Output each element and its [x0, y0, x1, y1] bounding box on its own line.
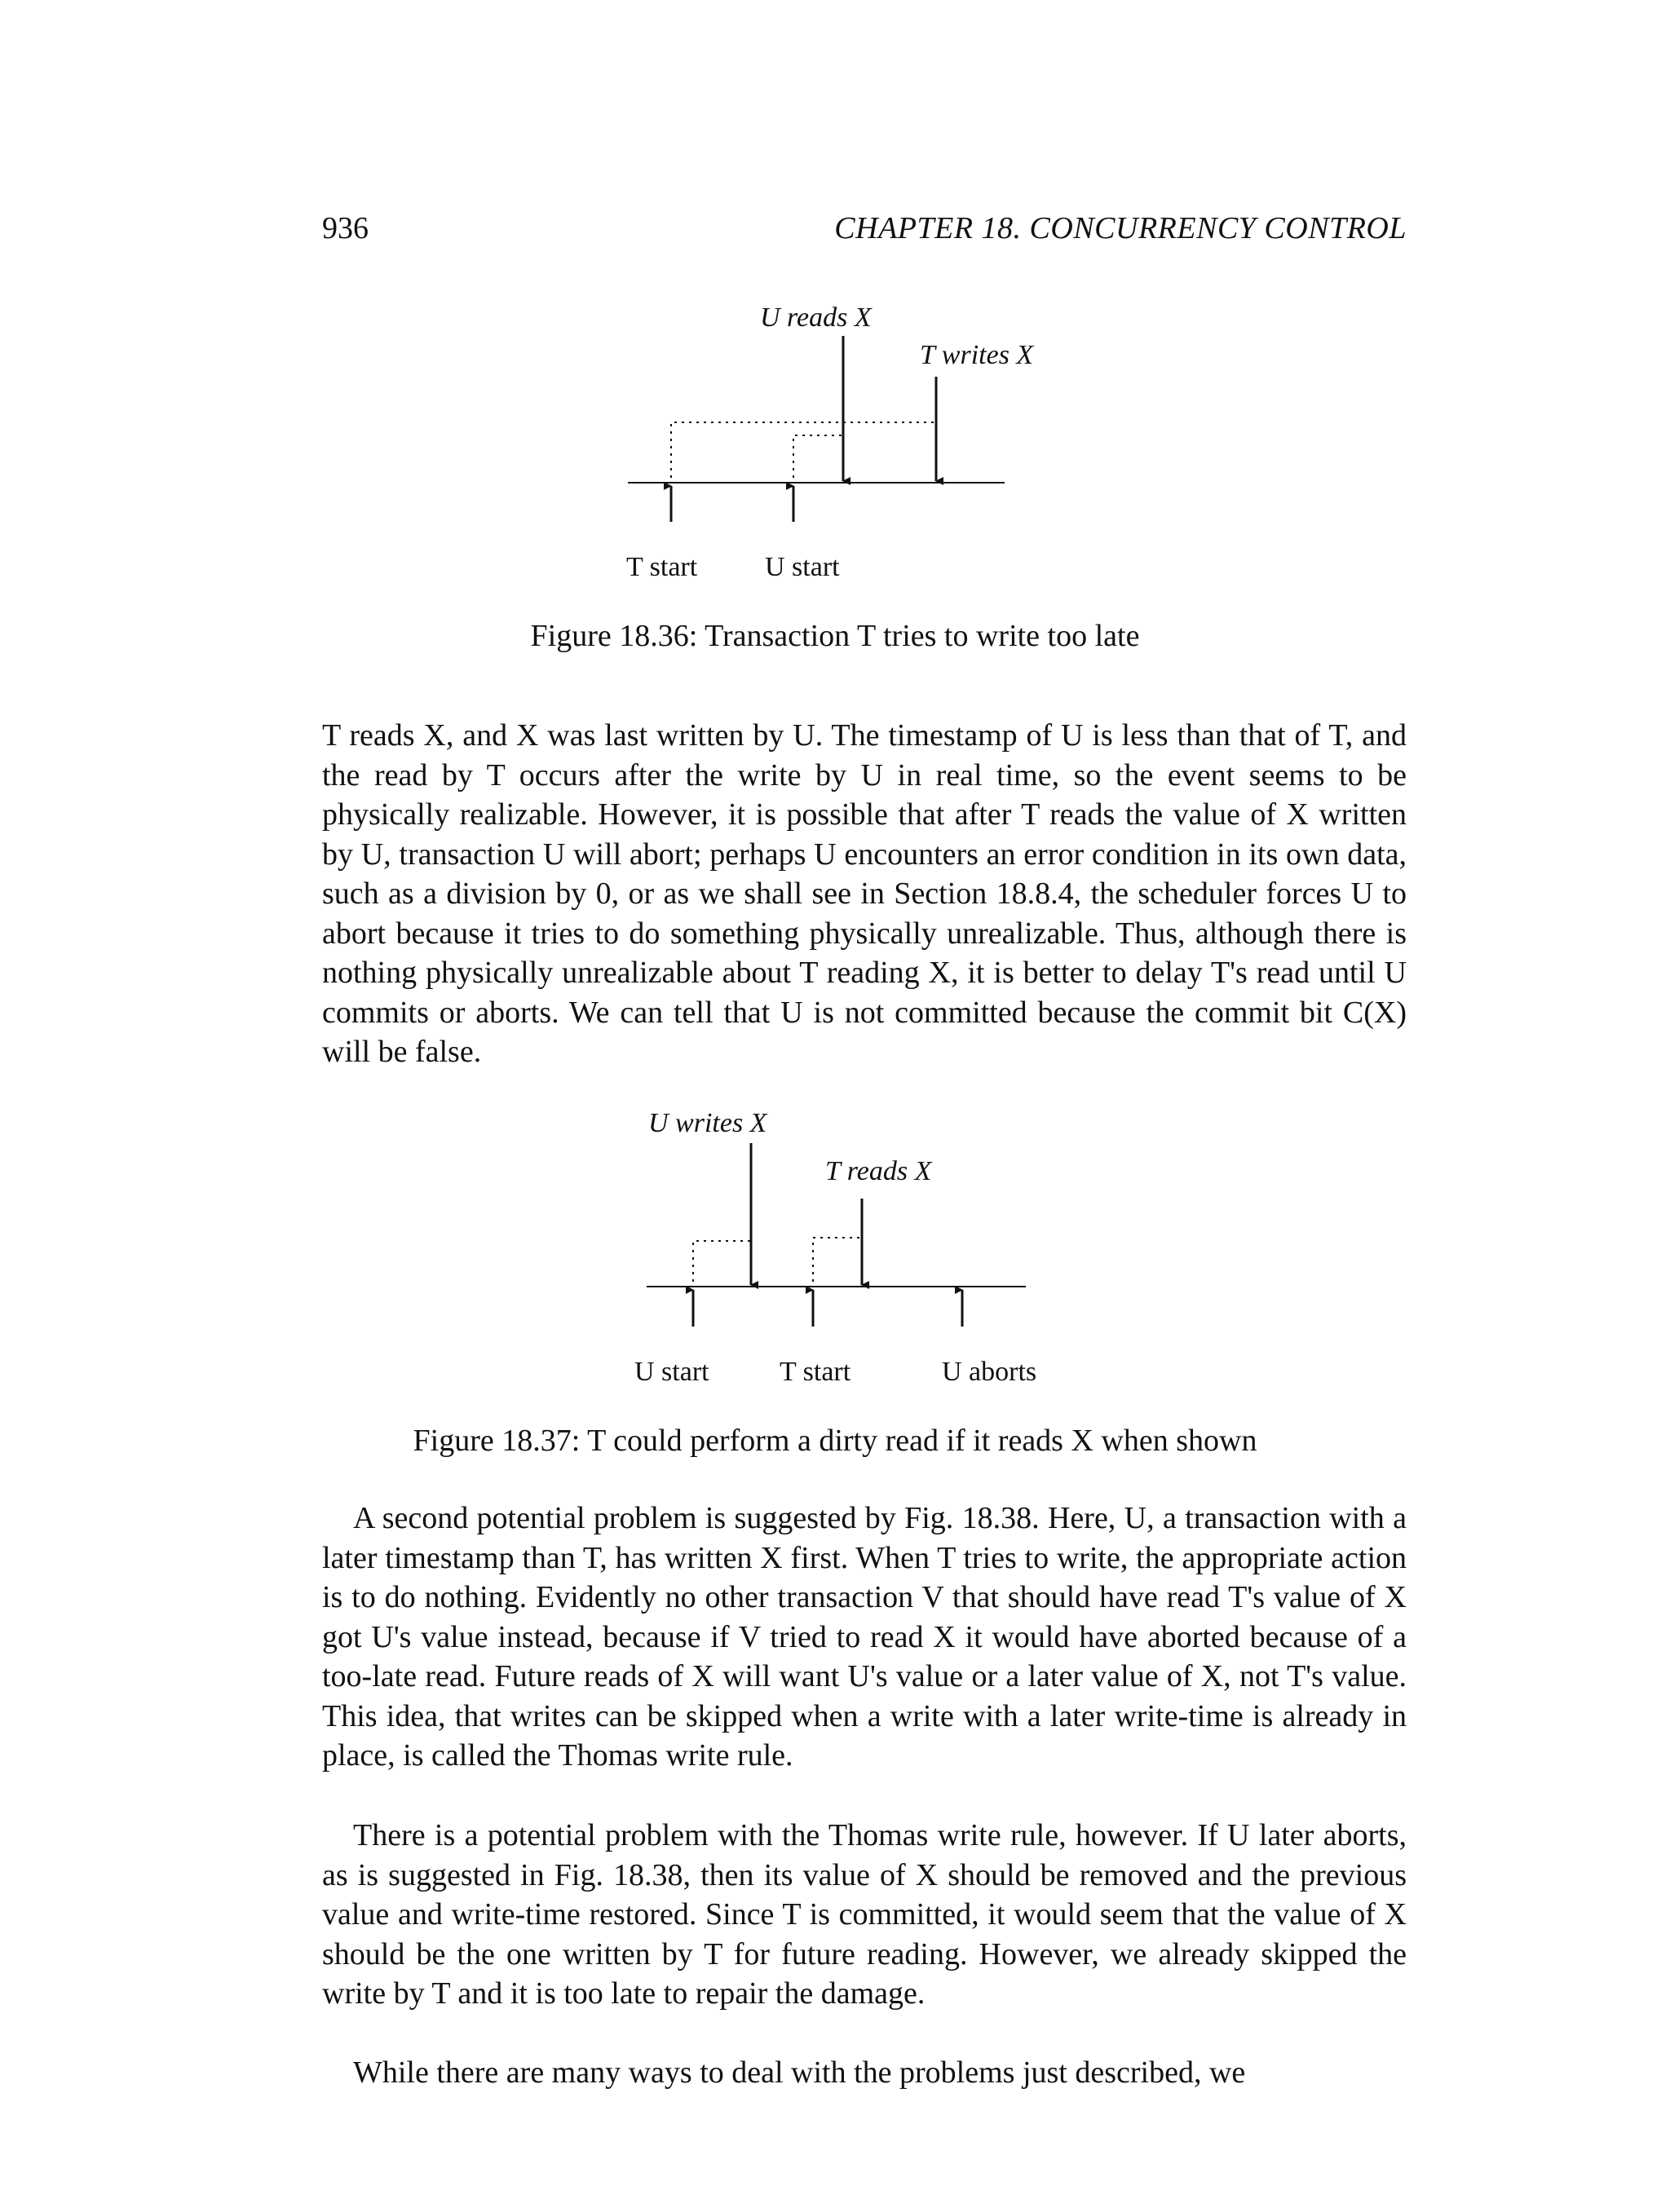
- u-reads-label: U reads X: [760, 302, 872, 333]
- t-start-label: T start: [626, 552, 698, 582]
- page-number: 936: [322, 211, 369, 245]
- u-start-label: U start: [765, 552, 840, 582]
- figure-18-37-caption: Figure 18.37: T could perform a dirty read if it reads X when shown: [413, 1424, 1257, 1458]
- paragraph-4: While there are many ways to deal with the problems just described, we: [353, 2055, 1246, 2090]
- chapter-title: CHAPTER 18. CONCURRENCY CONTROL: [834, 211, 1407, 245]
- t-start-label-2: T start: [780, 1357, 851, 1387]
- paragraph-2: A second potential problem is suggested by Fig. 18.38. Here, U, a transaction with a later timestamp than T, has written X first. When T tries to write, the appropriate action is to do nothing. Evidently no other transaction V that should have read T's value of X got U's value instead, because if V tried to read X it would have aborted because of a too-late read. Future reads of X will want U's value or a later value of X, not T's value. This idea, that writes can be skipped when a write with a later write-time is already in place, is called the Thomas write rule.: [322, 1501, 1407, 1773]
- u-start-label-2: U start: [634, 1357, 709, 1387]
- figure-18-36-caption: Figure 18.36: Transaction T tries to write too late: [530, 619, 1140, 653]
- t-timestamp-dotted-link-2: [813, 1238, 862, 1282]
- t-writes-label: T writes X: [920, 340, 1034, 370]
- u-aborts-label: U aborts: [942, 1357, 1037, 1387]
- u-writes-label: U writes X: [648, 1108, 767, 1138]
- paragraph-3: There is a potential problem with the Thomas write rule, however. If U later aborts, as is suggested in Fig. 18.38, then its value of X should be removed and the previous value and write-time restored. Since T is committed, it would seem that the value of X should be the one written by T for future reading. However, we already skipped the write by T and it is too late to repair the damage.: [322, 1818, 1407, 2011]
- u-timestamp-dotted-link-2: [693, 1241, 751, 1282]
- t-reads-label: T reads X: [825, 1156, 932, 1186]
- paragraph-1: T reads X, and X was last written by U. The timestamp of U is less than that of T, and the read by T occurs after the write by U in real time, so the event seems to be physically realizable. However, it is possible that after T reads the value of X written by U, transaction U will abort; perhaps U encounters an error condition in its own data, such as a division by 0, or as we shall see in Section 18.8.4, the scheduler forces U to abort because it tries to do something physically unrealizable. Thus, although there is nothing physically unrealizable about T reading X, it is better to delay T's read until U commits or aborts. We can tell that U is not committed because the commit bit C(X) will be false.: [322, 718, 1407, 1069]
